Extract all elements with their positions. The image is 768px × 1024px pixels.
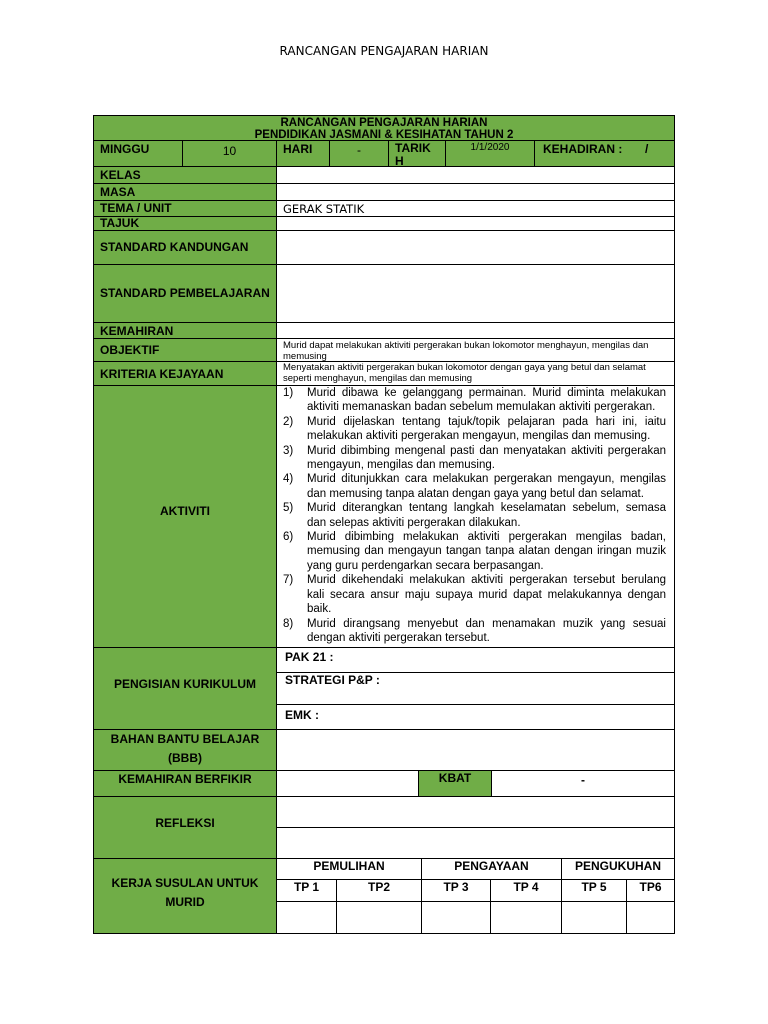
activity-number: 5)	[283, 502, 294, 515]
kemahiran-berfikir-value[interactable]	[276, 770, 419, 797]
kemahiran-berfikir-label: KEMAHIRAN BERFIKIR	[93, 770, 277, 797]
standard-kandungan-value[interactable]	[276, 230, 675, 265]
kriteria-kejayaan-value: Menyatakan aktiviti pergerakan bukan lokomotor dengan gaya yang betul dan selamat seperti menghayun, mengilas dan memusing	[276, 361, 675, 386]
form-header-line1: RANCANGAN PENGAJARAN HARIAN	[280, 117, 488, 129]
group-pemulihan: PEMULIHAN	[276, 858, 422, 880]
group-pengayaan: PENGAYAAN	[421, 858, 562, 880]
tp2-cell[interactable]	[336, 901, 422, 934]
tajuk-value[interactable]	[276, 216, 675, 231]
group-pengukuhan: PENGUKUHAN	[561, 858, 675, 880]
activity-number: 1)	[283, 387, 294, 399]
objektif-label: OBJEKTIF	[93, 338, 277, 362]
activity-item	[283, 501, 666, 530]
emk-field: EMK :	[276, 704, 675, 730]
activity-number: 8)	[283, 617, 294, 630]
kelas-value[interactable]	[276, 166, 675, 184]
minggu-label: MINGGU	[93, 140, 183, 167]
form-header	[93, 115, 675, 141]
activity-item	[283, 415, 666, 444]
activity-item	[283, 530, 666, 573]
kehadiran-label: KEHADIRAN :	[534, 140, 642, 167]
tp5-header: TP 5	[561, 879, 627, 902]
standard-kandungan-label: STANDARD KANDUNGAN	[93, 230, 277, 265]
form-header-line2: PENDIDIKAN JASMANI & KESIHATAN TAHUN 2	[254, 129, 514, 141]
kemahiran-value[interactable]	[276, 322, 675, 339]
activity-item	[283, 573, 666, 616]
activity-text: Murid ditunjukkan cara melakukan pergerakan mengayun, mengilas dan memusing tanpa alatan dengan gaya yang betul dan selamat.	[307, 473, 666, 500]
activity-number: 6)	[283, 531, 294, 544]
tarikh-value: 1/1/2020	[445, 140, 535, 167]
objektif-value: Murid dapat melakukan aktiviti pergerakan bukan lokomotor menghayun, mengilas dan memusing	[276, 338, 675, 362]
activity-number: 2)	[283, 415, 294, 428]
kelas-label: KELAS	[93, 166, 277, 184]
activity-list	[283, 386, 666, 645]
tarikh-label	[388, 140, 446, 167]
tp6-cell[interactable]	[626, 901, 675, 934]
activity-text: Murid dikehendaki melakukan aktiviti pergerakan tersebut berulang kali secara ansur maju supaya murid dapat melakukannya dengan baik.	[307, 574, 666, 616]
tema-label: TEMA / UNIT	[93, 200, 277, 217]
activity-number: 3)	[283, 444, 294, 457]
tp5-cell[interactable]	[561, 901, 627, 934]
activity-item	[283, 386, 666, 415]
bbb-value[interactable]	[276, 729, 675, 771]
activity-number: 4)	[283, 473, 294, 486]
masa-label: MASA	[93, 183, 277, 201]
pengisian-kurikulum-label: PENGISIAN KURIKULUM	[93, 647, 277, 730]
refleksi-label: REFLEKSI	[93, 796, 277, 859]
tp3-cell[interactable]	[421, 901, 491, 934]
hari-label: HARI	[276, 140, 330, 167]
kerja-susulan-label	[93, 858, 277, 934]
kerja-susulan-line1: KERJA SUSULAN UNTUK	[111, 876, 259, 890]
activity-item	[283, 444, 666, 473]
refleksi-value-1[interactable]	[276, 796, 675, 828]
bbb-label-line1: BAHAN BANTU BELAJAR	[110, 732, 260, 746]
tema-value: GERAK STATIK	[276, 200, 675, 217]
activity-text: Murid dirangsang menyebut dan menamakan muzik yang sesuai dengan aktiviti pergerakan tersebut.	[307, 617, 666, 644]
page-title: RANCANGAN PENGAJARAN HARIAN	[279, 44, 489, 58]
tp4-cell[interactable]	[490, 901, 562, 934]
tp1-header: TP 1	[276, 879, 337, 902]
tajuk-label: TAJUK	[93, 216, 277, 231]
activity-text: Murid dibimbing mengenal pasti dan menyatakan aktiviti pergerakan mengayun, mengilas dan memusing.	[307, 444, 666, 472]
tarikh-label-line1: TARIK	[395, 141, 431, 155]
tp2-header: TP2	[336, 879, 422, 902]
activity-item	[283, 472, 666, 501]
activity-item	[283, 617, 666, 646]
refleksi-value-2[interactable]	[276, 827, 675, 859]
activity-text: Murid diterangkan tentang langkah keselamatan sebelum, semasa dan selepas aktiviti pergerakan dilakukan.	[307, 502, 666, 529]
bbb-label-line2: (BBB)	[168, 751, 202, 765]
aktiviti-content	[276, 385, 675, 648]
tp4-header: TP 4	[490, 879, 562, 902]
minggu-value: 10	[182, 140, 277, 167]
tp6-header: TP6	[626, 879, 675, 902]
standard-pembelajaran-value[interactable]	[276, 264, 675, 323]
activity-number: 7)	[283, 574, 294, 587]
activity-text: Murid dijelaskan tentang tajuk/topik pelajaran pada hari ini, iaitu melakukan aktiviti pergerakan mengayun, mengilas dan memusing.	[307, 415, 666, 443]
tp1-cell[interactable]	[276, 901, 337, 934]
kemahiran-label: KEMAHIRAN	[93, 322, 277, 339]
masa-value[interactable]	[276, 183, 675, 201]
tarikh-label-line2: H	[395, 154, 404, 167]
kerja-susulan-line2: MURID	[165, 895, 205, 909]
kehadiran-value: /	[641, 140, 675, 167]
activity-text: Murid dibawa ke gelanggang permainan. Murid diminta melakukan aktiviti memanaskan badan sebelum memulakan aktiviti pergerakan.	[307, 387, 666, 414]
standard-pembelajaran-label: STANDARD PEMBELAJARAN	[93, 264, 277, 323]
strategi-field: STRATEGI P&P :	[276, 672, 675, 705]
activity-text: Murid dibimbing melakukan aktiviti pergerakan mengilas badan, memusing dan mengayun tangan tanpa alatan dengan iringan muzik yang guru perdengarkan secara berpasangan.	[307, 531, 666, 572]
kbat-value: -	[491, 770, 675, 797]
hari-value: -	[329, 140, 389, 167]
bbb-label	[93, 729, 277, 771]
aktiviti-label: AKTIVITI	[93, 385, 277, 648]
kriteria-kejayaan-label: KRITERIA KEJAYAAN	[93, 361, 277, 386]
tp3-header: TP 3	[421, 879, 491, 902]
pak21-field: PAK 21 :	[276, 647, 675, 673]
kbat-label: KBAT	[418, 770, 492, 797]
